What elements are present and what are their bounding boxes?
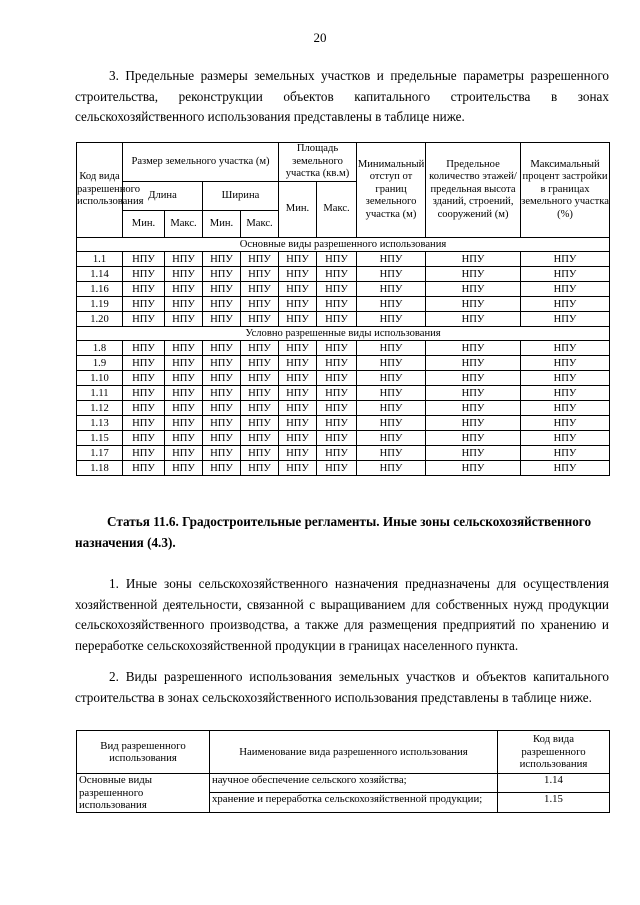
- row-code: 1.17: [77, 446, 123, 461]
- row-value: НПУ: [521, 267, 610, 282]
- row-value: НПУ: [241, 416, 279, 431]
- row-value: НПУ: [165, 401, 203, 416]
- row-value: НПУ: [241, 386, 279, 401]
- section-conditional-uses: Условно разрешенные виды использования: [77, 327, 610, 341]
- row-code: 1.12: [77, 401, 123, 416]
- table-row: [77, 461, 610, 476]
- row-value: НПУ: [357, 252, 426, 267]
- row-code: 1.20: [77, 312, 123, 327]
- row-value: НПУ: [426, 401, 521, 416]
- header-size: Размер земельного участка (м): [123, 143, 279, 182]
- table-row: [77, 416, 610, 431]
- row-value: НПУ: [165, 446, 203, 461]
- row-value: НПУ: [203, 446, 241, 461]
- header-width-max: Макс.: [241, 211, 279, 238]
- row-value: НПУ: [165, 267, 203, 282]
- row-value: НПУ: [521, 461, 610, 476]
- row-value: НПУ: [317, 297, 357, 312]
- row-value: НПУ: [317, 356, 357, 371]
- row-value: НПУ: [279, 431, 317, 446]
- row-value: НПУ: [521, 282, 610, 297]
- row-value: НПУ: [241, 252, 279, 267]
- row-code: 1.16: [77, 282, 123, 297]
- row-value: НПУ: [165, 297, 203, 312]
- table-row: [77, 431, 610, 446]
- row-value: НПУ: [203, 341, 241, 356]
- header-use-type: Вид разрешенного использования: [77, 731, 210, 774]
- row-value: НПУ: [241, 371, 279, 386]
- row-value: НПУ: [426, 431, 521, 446]
- row-code: 1.14: [77, 267, 123, 282]
- table-row: [77, 312, 610, 327]
- row-value: НПУ: [357, 416, 426, 431]
- row-value: НПУ: [123, 401, 165, 416]
- row-value: НПУ: [357, 267, 426, 282]
- table-row: [77, 282, 610, 297]
- row-value: НПУ: [426, 461, 521, 476]
- row-value: НПУ: [426, 267, 521, 282]
- section-3-paragraph: [75, 66, 609, 128]
- paragraph-2: [75, 667, 609, 708]
- header-area: Площадь земельного участка (кв.м): [279, 143, 357, 182]
- row-value: НПУ: [426, 252, 521, 267]
- section-main-uses: Основные виды разрешенного использования: [77, 238, 610, 252]
- row-value: НПУ: [317, 312, 357, 327]
- row-value: НПУ: [241, 401, 279, 416]
- row-value: НПУ: [123, 431, 165, 446]
- row-value: НПУ: [123, 341, 165, 356]
- row-value: НПУ: [241, 461, 279, 476]
- row-value: НПУ: [357, 386, 426, 401]
- row-value: НПУ: [123, 252, 165, 267]
- row-value: НПУ: [521, 446, 610, 461]
- row-value: НПУ: [426, 386, 521, 401]
- row-value: НПУ: [279, 267, 317, 282]
- row-value: НПУ: [426, 371, 521, 386]
- row-value: НПУ: [279, 312, 317, 327]
- row-value: НПУ: [279, 341, 317, 356]
- section-3-text: 3. Предельные размеры земельных участков и предельные параметры разрешенного строительства, реконструкции объектов капитального строительства в зонах сельскохозяйственного использования представлены в таблице ниже.: [75, 68, 609, 124]
- row-code: 1.15: [77, 431, 123, 446]
- page-number: 20: [313, 30, 327, 45]
- row-value: НПУ: [241, 356, 279, 371]
- row-value: НПУ: [279, 371, 317, 386]
- use-name: научное обеспечение сельского хозяйства;: [210, 774, 498, 793]
- row-value: НПУ: [426, 297, 521, 312]
- row-value: НПУ: [521, 431, 610, 446]
- header-area-max: Макс.: [317, 182, 357, 238]
- row-value: НПУ: [317, 282, 357, 297]
- row-value: НПУ: [279, 461, 317, 476]
- article-heading-text: Статья 11.6. Градостроительные регламенты. Иные зоны сельскохозяйственного назначения (4.3).: [75, 514, 592, 550]
- row-code: 1.9: [77, 356, 123, 371]
- header-floors: Предельное количество этажей/ предельная высота зданий, строений, сооружений (м): [426, 143, 521, 238]
- row-value: НПУ: [357, 431, 426, 446]
- row-value: НПУ: [426, 282, 521, 297]
- row-value: НПУ: [203, 431, 241, 446]
- row-value: НПУ: [521, 386, 610, 401]
- row-value: НПУ: [357, 312, 426, 327]
- header-length: Длина: [123, 182, 203, 211]
- row-value: НПУ: [521, 312, 610, 327]
- row-value: НПУ: [317, 431, 357, 446]
- row-value: НПУ: [123, 312, 165, 327]
- row-value: НПУ: [123, 386, 165, 401]
- row-value: НПУ: [123, 297, 165, 312]
- row-code: 1.8: [77, 341, 123, 356]
- header-width-min: Мин.: [203, 211, 241, 238]
- row-value: НПУ: [203, 461, 241, 476]
- row-value: НПУ: [317, 252, 357, 267]
- row-value: НПУ: [279, 401, 317, 416]
- row-value: НПУ: [165, 461, 203, 476]
- row-value: НПУ: [165, 431, 203, 446]
- row-value: НПУ: [279, 356, 317, 371]
- header-length-min: Мин.: [123, 211, 165, 238]
- row-value: НПУ: [279, 297, 317, 312]
- header-code: Код вида разрешенного использования: [77, 143, 123, 238]
- header-area-min: Мин.: [279, 182, 317, 238]
- row-value: НПУ: [123, 371, 165, 386]
- row-value: НПУ: [521, 356, 610, 371]
- header-use-code: Код вида разрешенного использования: [498, 731, 610, 774]
- table-row: [77, 267, 610, 282]
- article-heading: [75, 512, 609, 553]
- row-value: НПУ: [317, 401, 357, 416]
- header-length-max: Макс.: [165, 211, 203, 238]
- row-value: НПУ: [165, 386, 203, 401]
- row-value: НПУ: [426, 341, 521, 356]
- header-width: Ширина: [203, 182, 279, 211]
- use-code: 1.14: [498, 774, 610, 793]
- row-value: НПУ: [279, 386, 317, 401]
- row-value: НПУ: [123, 282, 165, 297]
- row-code: 1.13: [77, 416, 123, 431]
- row-value: НПУ: [241, 341, 279, 356]
- row-value: НПУ: [203, 416, 241, 431]
- row-value: НПУ: [357, 297, 426, 312]
- row-value: НПУ: [317, 341, 357, 356]
- row-value: НПУ: [165, 371, 203, 386]
- row-value: НПУ: [165, 356, 203, 371]
- table-row: [77, 341, 610, 356]
- row-value: НПУ: [279, 252, 317, 267]
- row-value: НПУ: [317, 446, 357, 461]
- row-value: НПУ: [241, 446, 279, 461]
- row-value: НПУ: [521, 416, 610, 431]
- paragraph-1-text: 1. Иные зоны сельскохозяйственного назначения предназначены для осуществления хозяйственной деятельности, связанной с выращиванием для собственных нужд продукции сельскохозяйственного производства, а также для размещения предприятий по хранению и переработке сельскохозяйственной продукции в границах населенного пункта.: [75, 576, 609, 653]
- row-value: НПУ: [203, 312, 241, 327]
- table-row: [77, 371, 610, 386]
- row-value: НПУ: [203, 267, 241, 282]
- row-value: НПУ: [317, 416, 357, 431]
- table-row: [77, 386, 610, 401]
- row-value: НПУ: [426, 446, 521, 461]
- row-value: НПУ: [123, 446, 165, 461]
- row-value: НПУ: [521, 341, 610, 356]
- row-value: НПУ: [357, 356, 426, 371]
- row-value: НПУ: [521, 401, 610, 416]
- row-value: НПУ: [203, 252, 241, 267]
- row-value: НПУ: [279, 446, 317, 461]
- uses-table: [76, 730, 610, 813]
- row-value: НПУ: [317, 386, 357, 401]
- row-value: НПУ: [203, 356, 241, 371]
- row-value: НПУ: [203, 297, 241, 312]
- row-value: НПУ: [241, 267, 279, 282]
- row-value: НПУ: [203, 401, 241, 416]
- row-value: НПУ: [241, 431, 279, 446]
- row-code: 1.10: [77, 371, 123, 386]
- row-value: НПУ: [241, 312, 279, 327]
- row-value: НПУ: [123, 267, 165, 282]
- row-value: НПУ: [165, 312, 203, 327]
- row-value: НПУ: [357, 401, 426, 416]
- row-value: НПУ: [521, 297, 610, 312]
- row-value: НПУ: [317, 461, 357, 476]
- header-coverage: Максимальный процент застройки в границах земельного участка (%): [521, 143, 610, 238]
- header-use-name: Наименование вида разрешенного использования: [210, 731, 498, 774]
- header-setback: Минимальный отступ от границ земельного участка (м): [357, 143, 426, 238]
- row-value: НПУ: [521, 252, 610, 267]
- row-value: НПУ: [357, 371, 426, 386]
- row-value: НПУ: [165, 252, 203, 267]
- row-value: НПУ: [165, 416, 203, 431]
- row-value: НПУ: [279, 282, 317, 297]
- group-main-uses: Основные виды разрешенного использования: [77, 774, 210, 813]
- row-value: НПУ: [279, 416, 317, 431]
- row-value: НПУ: [357, 341, 426, 356]
- row-value: НПУ: [357, 446, 426, 461]
- paragraph-2-text: 2. Виды разрешенного использования земельных участков и объектов капитального строительства в зонах сельскохозяйственного использования представлены в таблице ниже.: [75, 669, 609, 705]
- row-value: НПУ: [317, 267, 357, 282]
- row-value: НПУ: [241, 282, 279, 297]
- row-value: НПУ: [357, 282, 426, 297]
- row-value: НПУ: [203, 371, 241, 386]
- row-code: 1.19: [77, 297, 123, 312]
- table-row: [77, 356, 610, 371]
- row-value: НПУ: [317, 371, 357, 386]
- use-code: 1.15: [498, 793, 610, 812]
- table-row: [77, 252, 610, 267]
- row-value: НПУ: [357, 461, 426, 476]
- table-row: [77, 446, 610, 461]
- row-value: НПУ: [426, 312, 521, 327]
- row-value: НПУ: [203, 282, 241, 297]
- row-code: 1.1: [77, 252, 123, 267]
- row-value: НПУ: [165, 341, 203, 356]
- paragraph-1: [75, 574, 609, 656]
- row-value: НПУ: [241, 297, 279, 312]
- row-value: НПУ: [426, 356, 521, 371]
- row-value: НПУ: [123, 356, 165, 371]
- row-value: НПУ: [165, 282, 203, 297]
- limits-table: [76, 142, 610, 476]
- table-row: [77, 297, 610, 312]
- row-code: 1.18: [77, 461, 123, 476]
- row-code: 1.11: [77, 386, 123, 401]
- row-value: НПУ: [203, 386, 241, 401]
- row-value: НПУ: [123, 461, 165, 476]
- row-value: НПУ: [123, 416, 165, 431]
- row-value: НПУ: [521, 371, 610, 386]
- use-name: хранение и переработка сельскохозяйственной продукции;: [210, 793, 498, 812]
- row-value: НПУ: [426, 416, 521, 431]
- table-row: [77, 401, 610, 416]
